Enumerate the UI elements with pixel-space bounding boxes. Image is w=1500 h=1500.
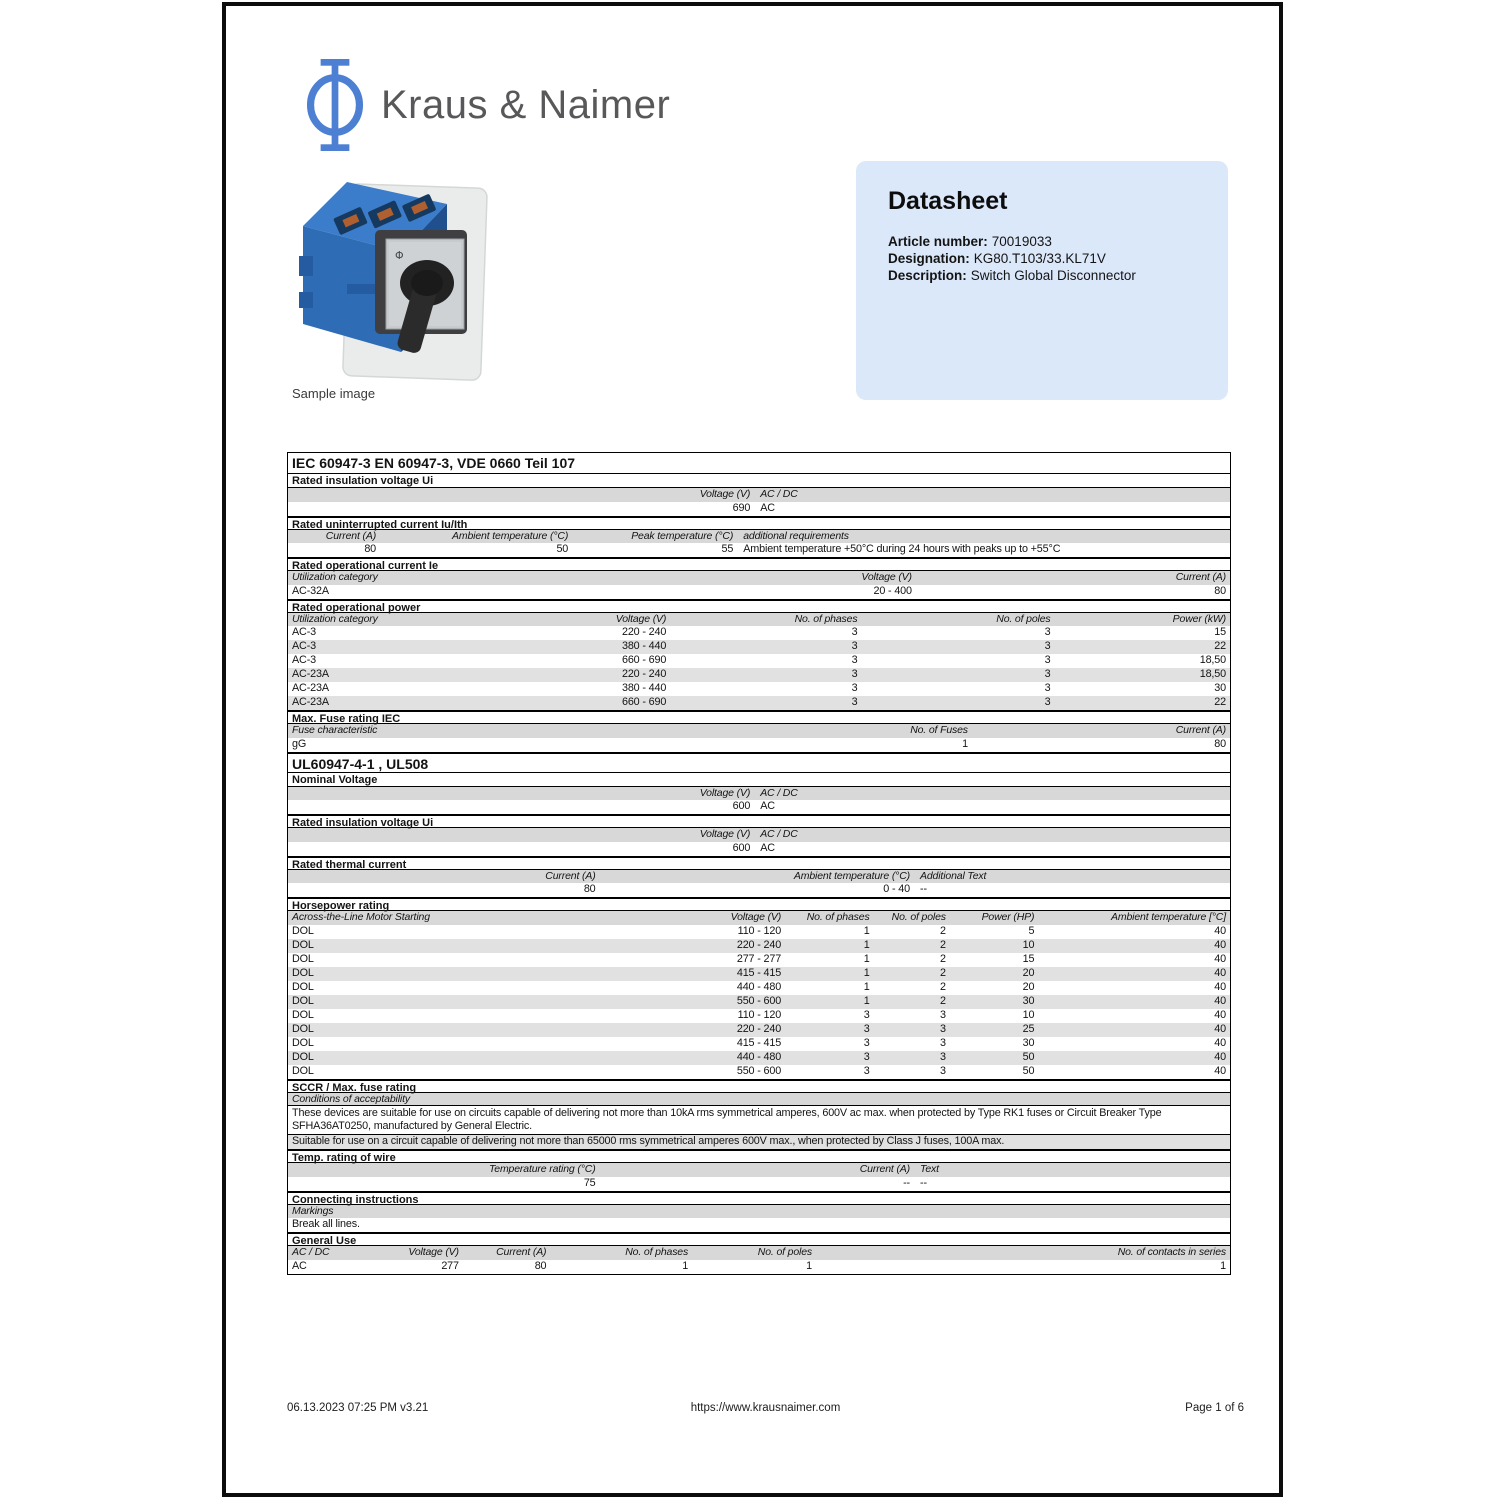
table-cell: DOL (292, 1036, 314, 1049)
table-cell: Power (HP) (981, 911, 1035, 923)
table-cell: 0 - 40 (883, 883, 911, 896)
table-section-row (288, 773, 1230, 787)
table-data-row (288, 953, 1230, 967)
table-cell: 40 (1214, 966, 1226, 979)
table-data-row (288, 738, 1230, 752)
table-cell: Rated operational current Ie (292, 560, 439, 572)
footer-page-number: Page 1 of 6 (1185, 1402, 1244, 1414)
table-cell: 220 - 240 (621, 668, 667, 681)
table-cell: UL60947-4-1 , UL508 (292, 755, 429, 772)
table-cell: 40 (1214, 1008, 1226, 1021)
table-cell: General Use (292, 1235, 357, 1247)
table-cell: 600 (732, 800, 751, 813)
description-value: Switch Global Disconnector (970, 268, 1136, 283)
table-cell: AC-32A (292, 584, 329, 597)
table-cell: gG (292, 737, 307, 750)
table-cell: 15 (1214, 626, 1226, 639)
table-cell: 220 - 240 (621, 626, 667, 639)
table-cell: 5 (1028, 924, 1035, 937)
table-cell: No. of poles (891, 911, 946, 923)
table-data-row (288, 682, 1230, 696)
table-data-row (288, 1260, 1230, 1274)
table-cell: 80 (1214, 584, 1226, 597)
table-cell: No. of contacts in series (1117, 1246, 1226, 1258)
table-cell: Across-the-Line Motor Starting (292, 911, 430, 923)
table-cell: 30 (1214, 682, 1226, 695)
table-cell: 1 (863, 994, 870, 1007)
table-cell: 3 (1044, 654, 1051, 667)
table-data-row (288, 1023, 1230, 1037)
table-header-row (288, 911, 1230, 925)
table-cell: AC-3 (292, 626, 316, 639)
table-cell: Utilization category (292, 571, 378, 583)
table-cell: Current (A) (1175, 724, 1226, 736)
table-header-row (288, 1246, 1230, 1260)
table-cell: DOL (292, 1064, 314, 1077)
table-cell: 80 (583, 883, 596, 896)
table-data-row (288, 1106, 1230, 1135)
table-cell: 1 (1220, 1259, 1226, 1272)
table-cell: 3 (851, 682, 858, 695)
table-cell: Voltage (V) (408, 1246, 459, 1258)
table-cell: Break all lines. (292, 1218, 360, 1231)
table-cell: Voltage (V) (730, 911, 782, 923)
table-cell: AC / DC (760, 786, 798, 799)
table-cell: 50 (1022, 1050, 1035, 1063)
table-cell: 40 (1214, 1064, 1226, 1077)
table-cell: 40 (1214, 924, 1226, 937)
table-cell: 40 (1214, 1050, 1226, 1063)
table-cell: Temperature rating (°C) (488, 1163, 596, 1175)
table-section-row (288, 1232, 1230, 1246)
table-data-row (288, 939, 1230, 953)
table-cell: -- (903, 1176, 911, 1189)
table-cell: 50 (1022, 1064, 1035, 1077)
table-cell: Current (A) (1175, 571, 1226, 583)
table-data-row (288, 925, 1230, 939)
table-cell: 20 (1022, 966, 1035, 979)
table-cell: AC-23A (292, 696, 329, 709)
table-cell: AC-3 (292, 654, 316, 667)
table-header-row (288, 870, 1230, 884)
table-cell: 40 (1214, 1036, 1226, 1049)
table-cell: 10 (1022, 938, 1035, 951)
table-cell: 40 (1214, 952, 1226, 965)
table-cell: 2 (940, 966, 946, 979)
table-cell: DOL (292, 952, 314, 965)
table-cell: 3 (1044, 626, 1051, 639)
table-cell: Fuse characteristic (292, 724, 378, 736)
table-cell: -- (920, 883, 927, 896)
table-cell: 22 (1214, 696, 1226, 709)
table-header-row (288, 724, 1230, 738)
article-number-label: Article number: (888, 234, 988, 249)
table-cell: Nominal Voltage (292, 773, 378, 786)
table-cell: Voltage (V) (861, 571, 912, 583)
table-section-row (288, 897, 1230, 911)
table-cell: Suitable for use on a circuit capable of delivering not more than 65000 rms symmetrical amperes 600V max., when protected by Class J fuses, 100A max. (292, 1135, 1005, 1148)
table-cell: Rated uninterrupted current Iu/Ith (292, 518, 468, 531)
table-cell: Current (A) (859, 1163, 911, 1175)
table-cell: 220 - 240 (736, 1022, 782, 1035)
table-cell: 380 - 440 (621, 640, 667, 653)
table-cell: AC (292, 1259, 307, 1272)
table-header-row (288, 787, 1230, 801)
table-cell: 1 (863, 924, 870, 937)
table-header-row (288, 1205, 1230, 1219)
table-cell: Rated insulation voltage Ui (292, 475, 434, 487)
table-data-row (288, 1177, 1230, 1191)
table-cell: DOL (292, 1050, 314, 1063)
table-cell: 3 (1044, 668, 1051, 681)
table-cell: 2 (940, 980, 946, 993)
table-data-row (288, 967, 1230, 981)
table-cell: 3 (940, 1022, 946, 1035)
table-cell: No. of phases (625, 1246, 689, 1258)
table-cell: 3 (851, 696, 858, 709)
table-cell: 1 (863, 980, 870, 993)
phi-logo-icon (306, 59, 364, 151)
table-data-row (288, 626, 1230, 640)
article-number-value: 70019033 (991, 234, 1052, 249)
table-cell: No. of poles (996, 612, 1051, 625)
table-cell: Peak temperature (°C) (631, 529, 734, 542)
table-cell: AC-23A (292, 668, 329, 681)
table-data-row (288, 842, 1230, 856)
table-cell: 415 - 415 (736, 1036, 782, 1049)
table-data-row (288, 543, 1230, 557)
table-data-row (288, 1037, 1230, 1051)
table-cell: DOL (292, 994, 314, 1007)
table-cell: Ambient temperature (°C) (793, 869, 911, 882)
table-cell: 30 (1022, 1036, 1035, 1049)
table-header-row (288, 488, 1230, 502)
table-cell: 40 (1214, 938, 1226, 951)
table-cell: 75 (583, 1176, 596, 1189)
table-cell: 20 (1022, 980, 1035, 993)
table-cell: Voltage (V) (699, 488, 751, 500)
table-cell: 3 (851, 668, 858, 681)
info-box-title: Datasheet (888, 187, 1008, 215)
table-data-row (288, 696, 1230, 710)
table-cell: 1 (962, 737, 968, 750)
table-cell: 50 (556, 543, 569, 556)
table-cell: 3 (940, 1050, 946, 1063)
table-cell: IEC 60947-3 EN 60947-3, VDE 0660 Teil 107 (292, 455, 576, 471)
table-cell: Current (A) (325, 529, 377, 542)
table-cell: Horsepower rating (292, 900, 390, 912)
table-cell: 18,50 (1199, 654, 1226, 667)
table-data-row (288, 502, 1230, 516)
product-image (289, 164, 505, 384)
table-cell: 690 (732, 501, 751, 514)
table-cell: 1 (806, 1259, 813, 1272)
sample-image-caption: Sample image (292, 386, 376, 401)
table-cell: 380 - 440 (621, 682, 667, 695)
table-title-row (288, 453, 1230, 474)
table-section-row (288, 1149, 1230, 1163)
table-cell: Additional Text (920, 869, 987, 882)
table-cell: 1 (863, 938, 870, 951)
table-section-row (288, 710, 1230, 724)
table-cell: Voltage (V) (615, 612, 667, 625)
table-section-row (288, 557, 1230, 571)
table-cell: These devices are suitable for use on circuits capable of delivering not more than 10kA rms symmetrical amperes, 600V ac max. when protected by Type RK1 fuses or Circuit Breaker Type SFHA36AT0250, manufactured by General Electric. (292, 1107, 1162, 1132)
table-cell: additional requirements (743, 529, 849, 542)
table-data-row (288, 1218, 1230, 1232)
table-cell: Rated thermal current (292, 858, 407, 871)
table-cell: 30 (1022, 994, 1035, 1007)
table-cell: -- (920, 1176, 927, 1189)
table-cell: 40 (1214, 980, 1226, 993)
table-cell: 600 (732, 841, 751, 854)
table-cell: 22 (1214, 640, 1226, 653)
table-data-row (288, 883, 1230, 897)
table-cell: 3 (851, 626, 858, 639)
table-cell: 110 - 120 (737, 924, 782, 937)
table-cell: 80 (1214, 737, 1226, 750)
info-field-designation (888, 250, 1196, 267)
table-cell: No. of phases (794, 612, 858, 625)
table-data-row (288, 1009, 1230, 1023)
datasheet-info-box (856, 161, 1228, 400)
svg-text:Φ: Φ (395, 249, 404, 262)
table-cell: 2 (940, 924, 946, 937)
table-cell: 277 - 277 (736, 952, 782, 965)
table-cell: 80 (364, 543, 377, 556)
table-cell: Ambient temperature (°C) (452, 529, 569, 542)
table-cell: 3 (940, 1036, 946, 1049)
table-cell: 550 - 600 (736, 994, 782, 1007)
table-cell: 3 (1044, 640, 1051, 653)
datasheet-page (222, 2, 1283, 1497)
table-cell: AC (760, 800, 775, 813)
table-section-row (288, 516, 1230, 530)
table-header-row (288, 571, 1230, 585)
table-cell: 3 (863, 1064, 870, 1077)
spec-table (287, 452, 1231, 1275)
table-cell: 3 (863, 1036, 870, 1049)
table-cell: Ambient temperature [°C] (1111, 911, 1226, 923)
table-cell: AC-3 (292, 640, 316, 653)
table-cell: Max. Fuse rating IEC (292, 713, 401, 725)
rotary-switch-illustration (289, 164, 505, 384)
table-cell: 1 (863, 952, 870, 965)
table-data-row (288, 640, 1230, 654)
table-data-row (288, 1135, 1230, 1149)
table-cell: DOL (292, 1008, 314, 1021)
table-data-row (288, 668, 1230, 682)
page-footer (287, 1402, 1244, 1414)
table-cell: 25 (1022, 1022, 1035, 1035)
table-data-row (288, 800, 1230, 814)
table-cell: No. of Fuses (910, 724, 968, 736)
table-cell: 3 (863, 1050, 870, 1063)
table-cell: Connecting instructions (292, 1193, 419, 1206)
table-cell: AC / DC (292, 1246, 330, 1258)
table-data-row (288, 1051, 1230, 1065)
table-section-row (288, 474, 1230, 488)
brand-name: Kraus & Naimer (381, 82, 671, 127)
table-cell: DOL (292, 966, 314, 979)
table-section-row (288, 814, 1230, 828)
table-cell: Voltage (V) (699, 828, 751, 840)
table-cell: Markings (292, 1204, 334, 1217)
table-cell: No. of poles (757, 1246, 813, 1258)
description-label: Description: (888, 268, 967, 283)
table-cell: 20 - 400 (873, 584, 912, 597)
table-cell: 3 (851, 654, 858, 667)
table-header-row (288, 530, 1230, 544)
table-cell: 277 (441, 1259, 459, 1272)
table-section-row (288, 856, 1230, 870)
table-section-row (288, 1191, 1230, 1205)
table-cell: 415 - 415 (736, 966, 782, 979)
table-cell: Current (A) (545, 869, 596, 882)
table-cell: AC / DC (760, 828, 798, 840)
table-cell: 1 (863, 966, 870, 979)
table-cell: Utilization category (292, 612, 378, 625)
table-cell: 3 (940, 1008, 946, 1021)
table-data-row (288, 654, 1230, 668)
table-data-row (288, 981, 1230, 995)
info-field-article-number (888, 233, 1196, 250)
table-cell: Temp. rating of wire (292, 1152, 396, 1164)
table-cell: 40 (1214, 994, 1226, 1007)
table-cell: DOL (292, 924, 314, 937)
footer-url: https://www.krausnaimer.com (690, 1402, 841, 1414)
table-cell: No. of phases (806, 911, 870, 923)
table-cell: 3 (940, 1064, 946, 1077)
table-cell: AC / DC (760, 488, 798, 500)
table-cell: DOL (292, 980, 314, 993)
table-cell: Power (kW) (1172, 612, 1226, 625)
table-cell: Current (A) (496, 1246, 547, 1258)
table-data-row (288, 995, 1230, 1009)
table-cell: 110 - 120 (737, 1008, 782, 1021)
table-cell: DOL (292, 938, 314, 951)
table-cell: AC-23A (292, 682, 329, 695)
table-cell: 3 (1044, 682, 1051, 695)
table-cell: 3 (1044, 696, 1051, 709)
table-cell: 40 (1214, 1022, 1226, 1035)
table-cell: 440 - 480 (736, 1050, 782, 1063)
brand-logo (306, 59, 670, 151)
table-cell: 10 (1022, 1008, 1035, 1021)
table-cell: Text (920, 1163, 939, 1175)
table-cell: 80 (534, 1259, 547, 1272)
table-section-row (288, 1079, 1230, 1093)
table-cell: 550 - 600 (736, 1064, 782, 1077)
designation-label: Designation: (888, 251, 970, 266)
table-cell: DOL (292, 1022, 314, 1035)
table-data-row (288, 1065, 1230, 1079)
table-cell: 2 (940, 938, 946, 951)
table-cell: SCCR / Max. fuse rating (292, 1081, 417, 1094)
table-cell: 1 (682, 1259, 689, 1272)
table-data-row (288, 585, 1230, 599)
table-cell: 660 - 690 (621, 696, 667, 709)
table-cell: Rated insulation voltage Ui (292, 817, 434, 829)
table-cell: AC (760, 841, 775, 854)
table-cell: 18,50 (1199, 668, 1226, 681)
table-cell: 660 - 690 (621, 654, 667, 667)
table-header-row (288, 1163, 1230, 1177)
table-cell: 55 (721, 543, 734, 556)
table-header-row (288, 828, 1230, 842)
table-cell: Conditions of acceptability (292, 1092, 410, 1105)
table-cell: 440 - 480 (736, 980, 782, 993)
designation-value: KG80.T103/33.KL71V (973, 251, 1106, 266)
table-cell: AC (760, 501, 775, 514)
table-header-row (288, 613, 1230, 627)
table-header-row (288, 1093, 1230, 1107)
table-cell: 3 (851, 640, 858, 653)
info-field-description (888, 267, 1196, 284)
table-cell: Ambient temperature +50°C during 24 hours with peaks up to +55°C (743, 543, 1061, 556)
footer-date-version: 06.13.2023 07:25 PM v3.21 (287, 1402, 429, 1414)
table-cell: Rated operational power (292, 601, 421, 614)
table-section-row (288, 599, 1230, 613)
table-cell: 3 (863, 1008, 870, 1021)
table-cell: 2 (940, 994, 946, 1007)
table-cell: 3 (863, 1022, 870, 1035)
table-cell: 15 (1022, 952, 1035, 965)
table-cell: 2 (940, 952, 946, 965)
table-cell: Voltage (V) (699, 786, 751, 799)
table-cell: 220 - 240 (736, 938, 782, 951)
table-title-row (288, 752, 1230, 773)
